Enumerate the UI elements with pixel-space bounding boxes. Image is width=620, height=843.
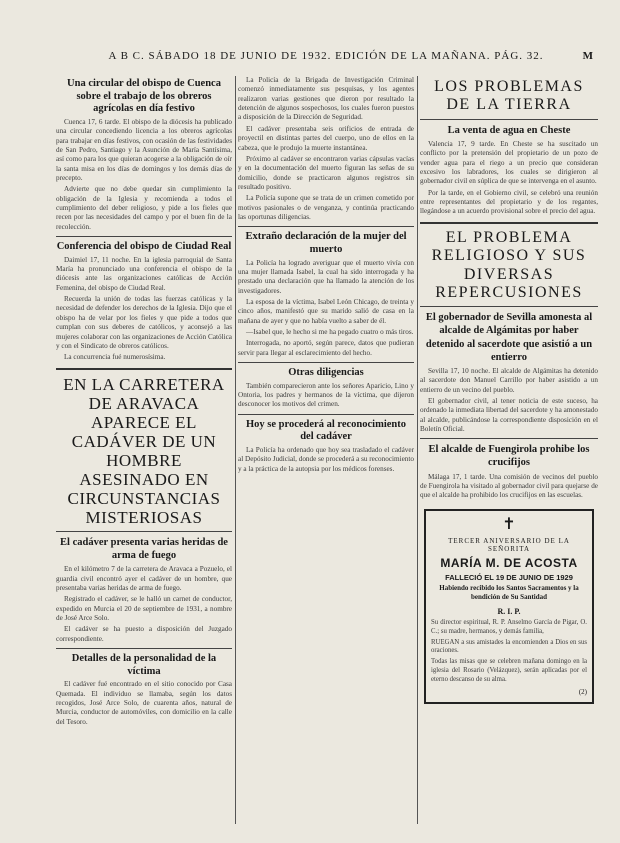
article-ciudad-real-p2: Recuerda la unión de todas las fuerzas católicas y la necesidad de defender los derechos de la Iglesia. Dijo que el obispo ha de velar por los fieles y que pide a todos que cumplan con sus deberes de católicos, y aconsejó a las mujeres colaborar con las organizaciones de Acción Católica y con el Sindicato de obreros católicos. (56, 295, 232, 350)
article-victim-p1: El cadáver fué encontrado en el sitio conocido por Casa Quemada. El individuo se llamaba, según los datos recogidos, José Arce Solo, de cuarenta años, natural de Murcia, conductor de automóviles, con domicilio en la calle del Tesoro. (56, 680, 232, 726)
article-tierra-subhead: La venta de agua en Cheste (447, 124, 571, 136)
divider (238, 414, 414, 415)
divider (56, 531, 232, 532)
divider (420, 222, 598, 224)
article-continued-p1: La Policía de la Brigada de Investigación Criminal comenzó inmediatamente sus pesquisas, y los agentes realizaron varias gestiones que dieron por resultado la detención de algunos sospechosos, los cuales fueron puestos a disposición de la Dirección de Seguridad. (238, 76, 414, 122)
page-header (52, 50, 600, 68)
obituary-p2: RUEGAN a sus amistades la encomienden a Dios en sus oraciones. (431, 638, 587, 655)
article-ciudad-real-title: Conferencia del obispo de Ciudad Real (56, 241, 232, 253)
article-ciudad-real-p1: Daimiel 17, 11 noche. En la iglesia parroquial de Santa María ha pronunciado una conferencia el obispo de la diócesis ante las organizaciones católicas de Acción Femenina, del obispo de Ciudad Real. (56, 255, 232, 292)
header-mark: M (582, 50, 594, 62)
obituary-p1: Su director espiritual, R. P. Anselmo García de Pigar, O. C.; su madre, hermanos, y demás familia, (431, 618, 587, 635)
article-religioso-headline: EL PROBLEMA RELIGIOSO Y SUS DIVERSAS REPERCUSIONES (431, 228, 587, 301)
article-wife-p3: —Isabel que, le hecho si me ha pegado cuatro o más tiros. (246, 328, 414, 337)
article-aravaca-p2: Registrado el cadáver, se le halló un carnet de conductor, expedido en Murcia el 20 de septiembre de 1931, a nombre de José Arce Solo. (56, 595, 232, 622)
article-cuenca-title: Una circular del obispo de Cuenca sobre el trabajo de los obreros agrícolas en día festivo (67, 78, 221, 115)
article-diligencias-title: Otras diligencias (288, 367, 364, 379)
article-reconocimiento-p1: La Policía ha ordenado que hoy sea trasladado el cadáver al Depósito Judicial, donde se procederá a su reconocimiento y a la práctica de la autopsia por los médicos forenses. (238, 446, 414, 473)
article-continued-p4: La Policía supone que se trata de un crimen cometido por motivos pasionales o de venganza, y continúa practicando las oportunas diligencias. (238, 194, 414, 222)
divider (56, 368, 232, 370)
article-religioso-p1: Sevilla 17, 10 noche. El alcalde de Algámitas ha detenido al sacerdote don Manuel Carrillo por haber asistido a un entierro de un vecino del pueblo. (420, 366, 598, 394)
article-continued-p3: Próximo al cadáver se encontraron varias cápsulas vacías y en la documentación del muerto figuran las señas de su domicilio, donde se practicaron algunos registros sin resultado positivo. (238, 154, 414, 191)
article-cuenca-p1: Cuenca 17, 6 tarde. El obispo de la diócesis ha publicado una circular concediendo licencia a los obreros agrícolas para trabajar en días festivos, con ocasión de las festividades de San Pedro, Santiago y la Asunción de María Santísima, así como para los que quieran acogerse a la obligación de oír la santa misa en los días de domingos y los demás días de precepto. (56, 117, 232, 182)
article-cuenca-p2: Advierte que no debe quedar sin cumplimiento la obligación de la Iglesia y recomienda a todos el cumplimiento del deber religioso, y pide a los fieles que recen por las necesidades del campo y por el buen fin de la recolección. (56, 185, 232, 231)
column-rule-2 (417, 76, 418, 824)
column-3 (420, 76, 598, 824)
article-wife-title: Extraño declaración de la mujer del muerto (245, 231, 407, 255)
column-rule-1 (235, 76, 236, 824)
divider (56, 236, 232, 237)
divider (420, 306, 598, 307)
article-ciudad-real-p3: La concurrencia fué numerosísima. (64, 353, 166, 362)
article-reconocimiento-title: Hoy se procederá al reconocimiento del cadáver (246, 418, 406, 443)
divider (56, 648, 232, 649)
article-wife-p2: La esposa de la víctima, Isabel León Chicago, de treinta y cinco años, manifestó que su marido salió de casa en la mañana de ayer y que no había vuelto a saber de él. (238, 298, 414, 325)
article-aravaca-p1: En el kilómetro 7 de la carretera de Aravaca a Pozuelo, el guardia civil encontró ayer el cadáver de un hombre, que presentaba varias heridas de arma de fuego. (56, 565, 232, 592)
divider (420, 119, 598, 120)
divider (238, 226, 414, 227)
cross-icon: ✝ (502, 515, 516, 533)
column-1 (56, 76, 232, 824)
article-tierra-p2: Por la tarde, en el Gobierno civil, se celebró una reunión entre representantes del propietario y de los regantes, llegándose a un acuerdo provisional sobre el precio del agua. (420, 188, 598, 216)
column-2 (238, 76, 414, 824)
article-tierra-headline: LOS PROBLEMAS DE LA TIERRA (434, 78, 584, 114)
article-fuengirola-p1: Málaga 17, 1 tarde. Una comisión de vecinos del pueblo de Fuengirola ha visitado al gobernador civil para quejarse de que el alcalde ha prohibido los crucifijos en las escuelas. (420, 472, 598, 500)
article-tierra-p1: Valencia 17, 9 tarde. En Cheste se ha suscitado un conflicto por la pretensión del propietario de un pozo de vender agua para el riego a un precio que consideran excesivo los labradores, los cuales se dirigieron al gobernador civil en súplica de que se intervenga en el asunto. (420, 139, 598, 186)
divider (420, 438, 598, 439)
article-aravaca-subhead: El cadáver presenta varias heridas de arma de fuego (60, 536, 228, 562)
article-wife-p1: La Policía ha logrado averiguar que el muerto vivía con una mujer llamada Isabel, la cual ha sido interrogada y ha prestado una declaración que ha llamado la atención de los investigadores. (238, 258, 414, 295)
article-aravaca-headline: EN LA CARRETERA DE ARAVACA APARECE EL CADÁVER DE UN HOMBRE ASESINADO EN CIRCUNSTANCIAS MISTERIOSAS (63, 374, 225, 527)
obituary-notice (424, 509, 594, 704)
obituary-p3: Todas las misas que se celebren mañana domingo en la iglesia del Rosario (Velázquez), serán aplicadas por el eterno descanso de su alma. (431, 658, 587, 683)
article-diligencias-p1: También comparecieron ante los señores Aparicio, Lino y Ontoria, los padres y hermanos de la víctima, que dijeron desconocer los motivos del crimen. (238, 381, 414, 409)
article-continued-p2: El cadáver presentaba seis orificios de entrada de proyectil en distintas partes del cuerpo, uno de ellos en la cabeza, que le produjo la muerte instantánea. (238, 124, 414, 152)
divider (238, 362, 414, 363)
obituary-number: (2) (578, 687, 587, 696)
obituary-name: MARÍA M. DE ACOSTA (440, 555, 578, 570)
obituary-anniversary: TERCER ANIVERSARIO DE LA SEÑORITA (448, 536, 570, 553)
obituary-death-date: FALLECIÓ EL 19 DE JUNIO DE 1929 (445, 572, 573, 582)
obituary-rip: R. I. P. (497, 606, 521, 616)
article-aravaca-p3: El cadáver se ha puesto a disposición del Juzgado correspondiente. (56, 625, 232, 643)
article-fuengirola-title: El alcalde de Fuengirola prohibe los crucifijos (428, 444, 590, 469)
obituary-sacraments: Habiendo recibido los Santos Sacramentos y la bendición de Su Santidad (439, 583, 579, 601)
article-wife-p4: Interrogada, no aportó, según parece, datos que pudieran servir para llegar al esclarecimiento del hecho. (238, 339, 414, 357)
article-religioso-p2: El gobernador civil, al tener noticia de este suceso, ha ordenado la inmediata libertad del sacerdote y ha amonestado al alcalde, publicándose la correspondiente disposición en el Boletín Oficial. (420, 396, 598, 433)
header-text: A B C. SÁBADO 18 DE JUNIO DE 1932. EDICIÓN DE LA MAÑANA. PÁG. 32. (108, 50, 544, 62)
article-religioso-subhead: El gobernador de Sevilla amonesta al alcalde de Algámitas por haber detenido al sacerdote que asistió a un entierro (425, 312, 593, 363)
article-victim-title: Detalles de la personalidad de la víctima (71, 653, 217, 677)
